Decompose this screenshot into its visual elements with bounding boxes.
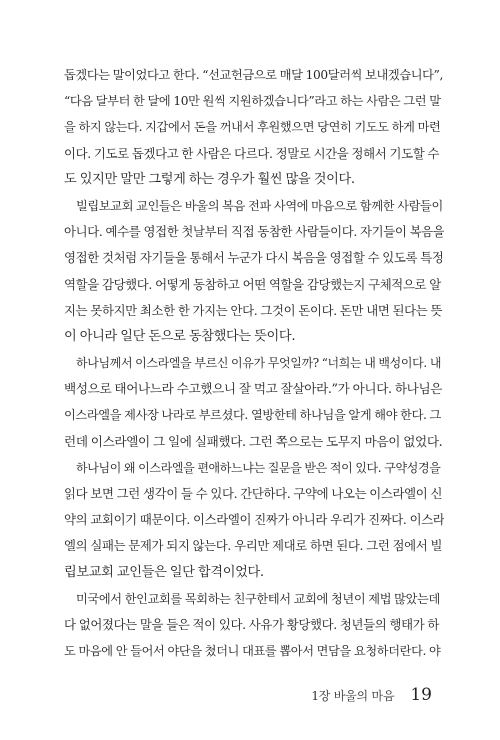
body-text <box>64 62 444 664</box>
page-number: 19 <box>410 685 432 705</box>
text-line: 역할을 감당했다. 어떻게 동참하고 어떤 역할을 감당했는지 구체적으로 알 <box>64 276 441 292</box>
text-line: 립보교회 교인들은 일단 합격이었다. <box>64 564 264 580</box>
text-line: 을 하지 않는다. 지갑에서 돈을 꺼내서 후원했으면 당연히 기도도 하게 마련 <box>64 120 441 135</box>
text-line: 이다. 기도로 돕겠다고 한 사람은 다르다. 정말로 시간을 정해서 기도할 수 <box>64 145 440 161</box>
running-chapter-title: 1장 바울의 마음 <box>311 689 395 703</box>
text-line: 이 아니라 일단 돈으로 동참했다는 뜻이다. <box>64 328 296 344</box>
text-line: 엘의 실패는 문제가 되지 않는다. 우리만 제대로 하면 된다. 그런 점에서 빌 <box>64 538 443 554</box>
text-line: 지는 못하지만 최소한 한 가지는 안다. 그것이 돈이다. 돈만 내면 된다는 뜻 <box>64 302 443 318</box>
text-line: 백성으로 태어나느라 수고했으니 잘 먹고 잘살아라.”가 아니다. 하나님은 <box>64 381 443 397</box>
text-line: 다 없어졌다는 말을 들은 적이 있다. 사유가 황당했다. 청년들의 행태가 하 <box>64 616 440 632</box>
text-line: 미국에서 한인교회를 목회하는 친구한테서 교회에 청년이 제법 많았는데 <box>76 591 440 606</box>
text-line: 도 마음에 안 들어서 야단을 쳤더니 대표를 뽑아서 면담을 요청하더란다. 야 <box>64 644 441 659</box>
text-line: 하나님이 왜 이스라엘을 편애하느냐는 질문을 받은 적이 있다. 구약성경을 <box>76 460 441 475</box>
text-line: 약의 교회이기 때문이다. 이스라엘이 진짜가 아니라 우리가 진짜다. 이스라 <box>64 512 444 528</box>
text-line: 하나님께서 이스라엘을 부르신 이유가 무엇일까? “너희는 내 백성이다. 내 <box>76 356 442 371</box>
page-footer <box>311 685 432 709</box>
text-line: 아니다. 예수를 영접한 첫날부터 직접 동참한 사람들이다. 자기들이 복음을 <box>64 224 444 240</box>
text-line: 영접한 것처럼 자기들을 통해서 누군가 다시 복음을 영접할 수 있도록 특정 <box>64 250 444 266</box>
text-line: 읽다 보면 그런 생각이 들 수 있다. 간단하다. 구약에 나오는 이스라엘이 신 <box>64 486 443 501</box>
text-line: 도 있지만 말만 그렇게 하는 경우가 훨씬 많을 것이다. <box>64 171 355 187</box>
text-line: 이스라엘을 제사장 나라로 부르셨다. 열방한테 하나님을 알게 해야 한다. 그 <box>64 408 441 423</box>
text-line: 빌립보교회 교인들은 바울의 복음 전파 사역에 마음으로 함께한 사람들이 <box>76 198 443 213</box>
text-line: 돕겠다는 말이었다고 한다. “선교헌금으로 매달 100달러씩 보내겠습니다”, <box>64 68 444 82</box>
text-line: 런데 이스라엘이 그 일에 실패했다. 그런 쪽으로는 도무지 마음이 없었다. <box>64 433 443 449</box>
text-line: “다음 달부터 한 달에 10만 원씩 지원하겠습니다”라고 하는 사람은 그런 말 <box>64 94 441 109</box>
